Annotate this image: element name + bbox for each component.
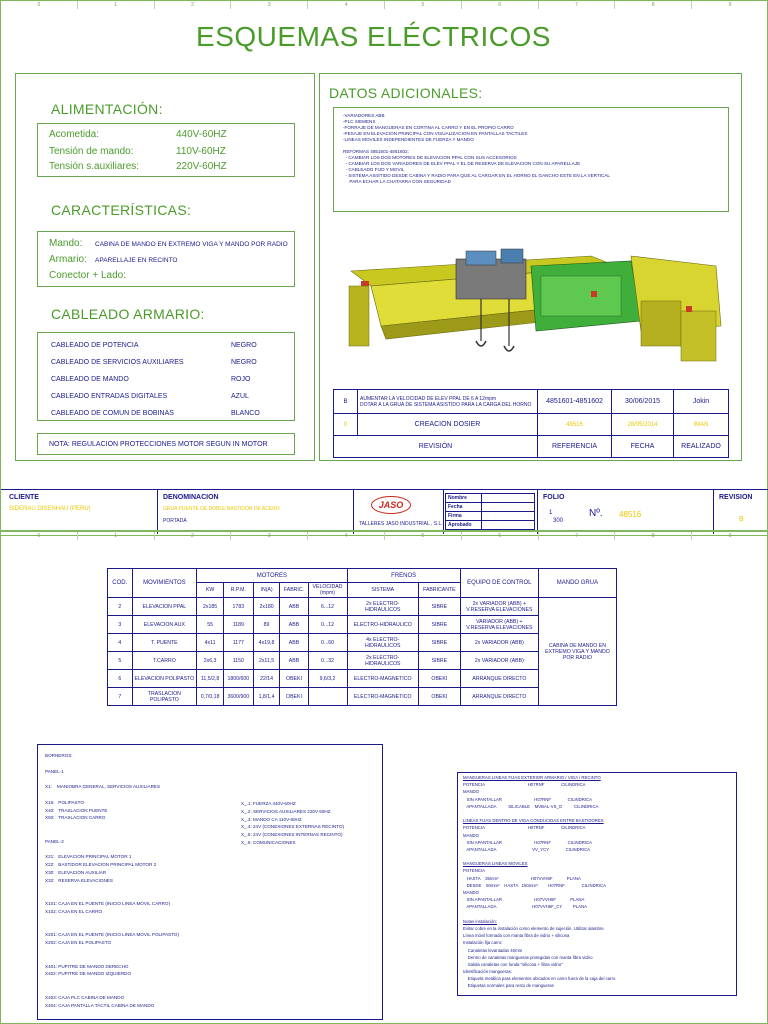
denominacion-sub: PORTADA: [163, 518, 187, 524]
datos-line: - CAMBIAR LOS DOS VARIADORES DE ELEV PPAL Y EL DE RESERVA DE ELEVACION CON SU APARELLAJE: [343, 161, 581, 166]
revision-letter: B: [334, 390, 358, 414]
motor-cell-eq: ARRANQUE DIRECTO: [460, 688, 538, 706]
manguera-line: Línea móvil formada con manta fibra de vidrio + silicona: [463, 933, 570, 939]
armario-label: Armario:: [49, 254, 87, 265]
motor-cell-fab: OBEKI: [280, 688, 308, 706]
manguera-line: MANDO: [463, 890, 479, 895]
datos-line: -LINEAS MOVILES INDEPENDIENTES DE FUERZA Y MANDO: [343, 137, 474, 142]
firma-label: Firma: [446, 512, 482, 521]
motor-cell-cod: 6: [108, 670, 133, 688]
conector-label: Conector + Lado:: [49, 270, 126, 281]
manguera-line: DESDE 50mm² HASTA 150mm²: H07RNF CILINDRICA: [463, 882, 606, 888]
manguera-line: [463, 911, 733, 918]
motor-cell-kw: 4x11: [197, 634, 224, 652]
nota-text: NOTA: REGULACION PROTECCIONES MOTOR SEGUN IN MOTOR: [49, 441, 268, 448]
cableado-name: CABLEADO ENTRADAS DIGITALES: [51, 393, 168, 400]
revision-desc-line: DOTAR A LA GRUA DE SISTEMA ASISTIDO PARA LA CARGA DEL HORNO: [360, 401, 532, 408]
bornero-line: X21: ELEVACION PRINCIPAL MOTOR 1: [45, 854, 132, 860]
revision-ref: 4851601-4851602: [538, 390, 612, 414]
motor-cell-in: 89: [253, 616, 280, 634]
datos-line: PARA ECHAR LA CHATARRA CON SEGURIDAD: [343, 179, 451, 184]
revision-desc-line: AUMENTAR LA VELOCIDAD DE ELEV PPAL DE 6 A 12mpm: [360, 395, 497, 402]
motor-cell-rpm: 3600/900: [223, 688, 253, 706]
cableado-row: [51, 388, 281, 405]
mando-header: MANDO GRUA: [538, 569, 616, 598]
manguera-line: SIN APANTALLAR H07RNF CILINDRICA: [463, 839, 593, 845]
cableado-list: [51, 337, 281, 422]
cod-header: COD.: [108, 569, 133, 598]
motor-cell-fab: OBEKI: [280, 670, 308, 688]
manguera-line: APANTALLADA VV_YCY CILINDRICA: [463, 846, 591, 852]
motor-cell-sis: 2x ELECTRO-HIDRAULICOS: [347, 598, 418, 616]
datos-line: - CABLEADO FIJO Y MOVIL: [343, 167, 405, 172]
in-header: IN(A): [253, 583, 280, 598]
motor-cell-sis: 4x ELECTRO-HIDRAULICOS: [347, 634, 418, 652]
manguera-line: Etiqueta metálica para elementos ubicados en carro fuera de la caja del carro: [463, 976, 616, 982]
manguera-line: POTENCIA H07RNF CILINDRICA: [463, 825, 586, 831]
borneros-right: [241, 800, 381, 847]
motor-cell-mov: ELEVACION AUX: [132, 616, 197, 634]
manguera-line: SIN APANTALLAR H07VVH6F PLANA: [463, 897, 585, 903]
n-value: 48516: [619, 510, 642, 519]
cableado-row: [51, 405, 281, 422]
bornero-line: X1: MANIOBRA GENERAL, SERVICIOS AUXILIARES: [45, 784, 161, 790]
motor-cell-in: 4x19,8: [253, 634, 280, 652]
bornero-line: [45, 916, 245, 924]
bornero-line: X202: CAJA EN EL POLIPASTO: [45, 940, 112, 946]
folio-num: 1: [549, 510, 553, 516]
tension-mando-label: Tensión de mando:: [49, 146, 134, 157]
cableado-name: CABLEADO DE POTENCIA: [51, 342, 139, 349]
revision-letter: 0: [334, 414, 358, 436]
motor-cell-kw: 11,5/2,8: [197, 670, 224, 688]
borneros-lines: [45, 752, 245, 1009]
bornero-line: [45, 791, 245, 799]
manguera-line: POTENCIA: [463, 868, 485, 874]
motor-cell-vel: 0...32: [308, 652, 347, 670]
denominacion-value: GRUA PUENTE DE DOBLE BASTIDOR DE ACERO: [163, 506, 280, 512]
motor-cell-cod: 4: [108, 634, 133, 652]
revision-value: B: [739, 516, 744, 523]
manguera-line: Identificación mangueras:: [463, 969, 512, 975]
mando-value: CABINA DE MANDO EN EXTREMO VIGA Y MANDO POR RADIO: [95, 241, 288, 248]
motor-cell-cod: 3: [108, 616, 133, 634]
tension-aux-value: 220V-60HZ: [176, 161, 227, 172]
bornero-line: BORNEROS:: [45, 753, 73, 758]
realizado-header: REALIZADO: [674, 436, 729, 458]
motor-cell-fbr: SIBRE: [418, 652, 460, 670]
motor-cell-fab: ABB: [280, 634, 308, 652]
mando-grua-cell: CABINA DE MANDO EN EXTREMO VIGA Y MANDO POR RADIO: [538, 598, 616, 706]
motor-cell-kw: 55: [197, 616, 224, 634]
manguera-line: [463, 853, 733, 860]
divider: [353, 490, 354, 534]
motor-cell-in: 2x11,5: [253, 652, 280, 670]
manguera-line: HASTA 35mm² H07VVH6F PLANA: [463, 875, 581, 881]
fecha-value: [482, 503, 535, 512]
revision-autor: IMAN: [674, 414, 729, 436]
motor-cell-fab: ABB: [280, 598, 308, 616]
motor-cell-vel: 0...12: [308, 616, 347, 634]
alimentacion-heading: ALIMENTACIÓN:: [51, 101, 163, 117]
bornero-line: X101: CAJA EN EL PUENTE (INICIO LINEA MOVIL CARRO): [45, 901, 170, 907]
mangueras-lines: [463, 774, 733, 990]
motor-cell-cod: 7: [108, 688, 133, 706]
revision-table: [333, 389, 729, 458]
datos-line: -VARIADORES ABB: [343, 113, 385, 118]
motor-cell-fbr: SIBRE: [418, 634, 460, 652]
motor-cell-eq: ARRANQUE DIRECTO: [460, 670, 538, 688]
motor-cell-eq: VARIADOR (ABB) + V.RESERVA ELEVACIONES: [460, 616, 538, 634]
manguera-line: MANGUERAS LINEAS FIJAS EXTERIOR ARMARIO / VIGA / RECINTO: [463, 775, 601, 780]
bornero-line: [45, 978, 245, 986]
motor-cell-cod: 2: [108, 598, 133, 616]
bornero-line: X16: POLIPASTO: [45, 799, 84, 805]
manguera-line: MANDO: [463, 832, 479, 838]
nombre-label: Nombre: [446, 494, 482, 503]
cliente-label: CLIENTE: [9, 494, 39, 501]
caracteristicas-heading: CARACTERÍSTICAS:: [51, 202, 192, 218]
motor-cell-eq: 2x VARIADOR (ABB): [460, 652, 538, 670]
motor-cell-fab: ABB: [280, 616, 308, 634]
motor-cell-kw: 0,7/0,18: [197, 688, 224, 706]
divider: [157, 490, 158, 534]
company-name: TALLERES JASO INDUSTRIAL , S.L.: [359, 521, 443, 527]
bornero-line: [45, 885, 245, 893]
motor-cell-mov: ELEVACION POLIPASTO: [132, 670, 197, 688]
bornero-line: [45, 830, 245, 838]
acometida-value: 440V-60HZ: [176, 129, 227, 140]
motor-cell-fbr: OBEKI: [418, 688, 460, 706]
datos-line: - CAMBIAR LOS DOS MOTORES DE ELEVACION PPAL CON SUS ACCESORIOS: [343, 155, 517, 160]
fabricante-header: FABRICANTE: [418, 583, 460, 598]
motor-cell-fab: ABB: [280, 652, 308, 670]
aprobado-value: [482, 521, 535, 530]
motor-cell-mov: TRASLACION POLIPASTO: [132, 688, 197, 706]
motor-cell-sis: ELECTRO-MAGNETICO: [347, 670, 418, 688]
bornero-right-line: X_.1: FUERZA 440V-60HZ: [241, 801, 296, 806]
revision-header-row: [334, 436, 729, 458]
datos-line: -FORRAJE DE MANGUERAS EN CORTINA AL CARRO Y EN EL PROPIO CARRO: [343, 125, 514, 130]
cableado-name: CABLEADO DE SERVICIOS AUXILIARES: [51, 359, 184, 366]
manguera-line: Canaletas levantadas 40mm: [463, 947, 523, 953]
bornero-line: [45, 947, 245, 955]
bornero-line: X102: CAJA EN EL CARRO: [45, 908, 103, 914]
mando-label: Mando:: [49, 238, 83, 249]
top-ruler: 0 1 2 3 4 5 6 7 8 9: [1, 532, 768, 540]
bornero-line: X50: TRASLACION CARRO: [45, 815, 106, 821]
manguera-line: Etiquetas normales para resto de mangueras: [463, 983, 554, 989]
cableado-color: NEGRO: [231, 359, 257, 366]
manguera-line: Instalación fija carro:: [463, 940, 503, 946]
bornero-line: X403: CAJA PLC CABINA DE MANDO: [45, 994, 125, 1000]
motor-cell-vel: 6...12: [308, 598, 347, 616]
bornero-right-line: X_.5: 24V (CONEXIONES INTERNAS RECINTO): [241, 832, 343, 838]
bornero-line: [45, 775, 245, 783]
revision-autor: Jokin: [674, 390, 729, 414]
referencia-header: REFERENCIA: [538, 436, 612, 458]
bornero-line: [45, 924, 245, 932]
jaso-logo: [371, 496, 411, 514]
motor-cell-fbr: OBEKI: [418, 670, 460, 688]
datos-line: REFORMAS 4851601-4851602:: [343, 149, 409, 154]
motor-cell-vel: 0...60: [308, 634, 347, 652]
motor-cell-vel: [308, 688, 347, 706]
cableado-name: CABLEADO DE COMUN DE BOBINAS: [51, 410, 174, 417]
bornero-line: X404: CAJA PANTALLA TACTIL CABINA DE MANDO: [45, 1002, 155, 1008]
manguera-line: Dentro de canaletas mangueras protegidas con manta fibra vidrio: [463, 954, 593, 960]
manguera-line: Evitar cobre en la instalación como elemento de sujeción. Utilizar alambre.: [463, 925, 605, 931]
bornero-line: X32: RESERVA ELEVACIONES: [45, 877, 113, 883]
motor-cell-fbr: SIBRE: [418, 616, 460, 634]
divider: [713, 490, 714, 534]
folio-total: 300: [553, 518, 564, 524]
bornero-right-line: X_.4: 24V (CONEXIONES EXTERNAS RECINTO): [241, 824, 345, 830]
motor-cell-mov: T.CARRO: [132, 652, 197, 670]
n-label: Nº.: [589, 508, 603, 519]
motor-cell-in: 22/14: [253, 670, 280, 688]
motores-header: MOTORES: [197, 569, 347, 583]
tension-aux-label: Tensión s.auxiliares:: [49, 161, 140, 172]
bornero-right-line: X_.3: MANDO CA 110V-60HZ: [241, 816, 302, 822]
motor-cell-rpm: 1783: [223, 598, 253, 616]
motor-cell-rpm: 1177: [223, 634, 253, 652]
motor-cell-rpm: 1150: [223, 652, 253, 670]
manguera-line: [463, 810, 733, 817]
datos-line: - SISTEMA ASISTIDO DESDE CABINA Y RADIO PARA QUE AL CARGAR EN EL HORNO EL GANCHO ESTE EN LA VERTICAL: [343, 173, 610, 178]
divider: [443, 490, 444, 534]
motor-cell-eq: 2x VARIADOR (ABB) + V.RESERVA ELEVACIONES: [460, 598, 538, 616]
manguera-line: LINEAS FIJAS DENTRO DE VIGA CONDUCIDAS ENTRE BASTIDORES: [463, 818, 604, 824]
cableado-row: [51, 371, 281, 388]
cableado-color: NEGRO: [231, 342, 257, 349]
bornero-right-line: X_.6: COMUNICACIONES: [241, 839, 296, 845]
fabric-header: FABRIC.: [280, 583, 308, 598]
motor-cell-mov: ELEVACION PPAL: [132, 598, 197, 616]
motores-table: [107, 568, 617, 706]
revision-desc: [358, 390, 538, 414]
revision-row-0: [334, 414, 729, 436]
folio-label: FOLIO: [543, 494, 565, 501]
cableado-color: BLANCO: [231, 410, 260, 417]
datos-lines: [343, 113, 723, 185]
manguera-line: Notas instalación:: [463, 918, 497, 924]
sheet-2: [0, 530, 768, 1024]
crane-image: [341, 231, 733, 381]
cableado-row: [51, 354, 281, 371]
bornero-line: X402: PUPITRE DE MANDO IZQUIERDO: [45, 971, 132, 977]
rpm-header: R.P.M.: [223, 583, 253, 598]
bornero-line: X22: BASTIDOR ELEVACION PRINCIPAL MOTOR 2: [45, 862, 157, 868]
revision-fecha: 30/06/2015: [612, 390, 674, 414]
motor-cell-kw: 2x185: [197, 598, 224, 616]
motor-cell-in: 2x180: [253, 598, 280, 616]
bornero-right-line: X_.2: SERVICIOS AUXILIARES 220V 60HZ: [241, 808, 331, 814]
motor-cell-eq: 2x VARIADOR (ABB): [460, 634, 538, 652]
manguera-line: MANGUERAS LINEAS MOVILES: [463, 861, 528, 867]
revision-ref: 48516: [538, 414, 612, 436]
revision-fecha: 28/05/2014: [612, 414, 674, 436]
bornero-line: [45, 986, 245, 994]
motor-cell-rpm: 1800/600: [223, 670, 253, 688]
equipo-header: EQUIPO DE CONTROL: [460, 569, 538, 598]
revision-header: REVISIÓN: [334, 436, 538, 458]
revision-label: REVISION: [719, 494, 753, 501]
fecha-label: Fecha: [446, 503, 482, 512]
cableado-row: [51, 337, 281, 354]
page-title: ESQUEMAS ELÉCTRICOS: [196, 21, 551, 52]
bornero-line: PANEL-2: [45, 838, 64, 844]
top-ruler: 0 1 2 3 4 5 6 7 8 9: [1, 1, 768, 9]
divider: [537, 490, 538, 534]
armario-value: APARELLAJE EN RECINTO: [95, 257, 178, 264]
bornero-line: PANEL-1: [45, 768, 64, 774]
signatures-table: [445, 493, 535, 530]
motor-row: [108, 598, 617, 616]
motor-cell-fbr: SIBRE: [418, 598, 460, 616]
datos-heading: DATOS ADICIONALES:: [329, 85, 483, 101]
bornero-line: X201: CAJA EN EL PUENTE (INICIO LINEA MOVIL POLIPASTO): [45, 932, 180, 938]
manguera-line: POTENCIA H07RNF CILINDRICA: [463, 782, 586, 788]
bornero-line: [45, 846, 245, 854]
cableado-heading: CABLEADO ARMARIO:: [51, 306, 205, 322]
cableado-color: AZUL: [231, 393, 249, 400]
motor-cell-sis: ELECTRO-HIDRAULICO: [347, 616, 418, 634]
revision-desc: CREACION DOSIER: [358, 414, 538, 436]
cableado-color: ROJO: [231, 376, 251, 383]
kw-header: KW: [197, 583, 224, 598]
motor-cell-kw: 2x6,3: [197, 652, 224, 670]
logo-text: JASO: [378, 500, 404, 510]
motor-cell-vel: 9,6/3,2: [308, 670, 347, 688]
denominacion-label: DENOMINACION: [163, 494, 219, 501]
datos-line: -PLC SIEMENS: [343, 119, 376, 124]
aprobado-label: Aprobado: [446, 521, 482, 530]
manguera-line: SIN APANTALLAR H07RNF CILINDRICA: [463, 796, 593, 802]
bornero-line: [45, 955, 245, 963]
bornero-line: [45, 822, 245, 830]
firma-value: [482, 512, 535, 521]
motor-cell-rpm: 1189: [223, 616, 253, 634]
motor-cell-in: 1,8/1,4: [253, 688, 280, 706]
sistema-header: SISTEMA: [347, 583, 418, 598]
frenos-header: FRENOS: [347, 569, 460, 583]
mov-header: MOVIMIENTOS: [132, 569, 197, 598]
bornero-line: X30: ELEVACION AUXILIAR: [45, 869, 107, 875]
manguera-line: APANTALLADA H07VVH6F_CY PLANA: [463, 904, 587, 910]
bornero-line: [45, 892, 245, 900]
motor-cell-sis: ELECTRO-MAGNETICO: [347, 688, 418, 706]
bornero-line: X401: PUPITRE DE MANDO DERECHO: [45, 963, 129, 969]
acometida-label: Acometida:: [49, 129, 100, 140]
vel-header: VELOCIDAD (mpm): [308, 583, 347, 598]
bornero-line: [45, 760, 245, 768]
manguera-line: MANDO: [463, 789, 479, 795]
fecha-header: FECHA: [612, 436, 674, 458]
datos-line: -PESAJE EN ELEVACION PRINCIPAL CON VISUALIZACION EN PANTALLAS TACTILES: [343, 131, 528, 136]
tension-mando-value: 110V-60HZ: [176, 146, 226, 157]
motor-cell-cod: 5: [108, 652, 133, 670]
nombre-value: [482, 494, 535, 503]
manguera-line: Salida canaletas con funda "silicona + fibra vidrio": [463, 961, 563, 967]
manguera-line: APANTALLADA SILICABLE MVBAL-VS_G CILINDRICA: [463, 803, 599, 809]
title-block: [1, 489, 768, 533]
motor-cell-mov: T. PUENTE: [132, 634, 197, 652]
revision-row-b: [334, 390, 729, 414]
cliente-value: SIDERAU DISENHAU (PERU): [9, 506, 91, 512]
motor-cell-sis: 2x ELECTRO-HIDRAULICOS: [347, 652, 418, 670]
bornero-line: X40: TRASLACION PUENTE: [45, 807, 108, 813]
cableado-name: CABLEADO DE MANDO: [51, 376, 129, 383]
